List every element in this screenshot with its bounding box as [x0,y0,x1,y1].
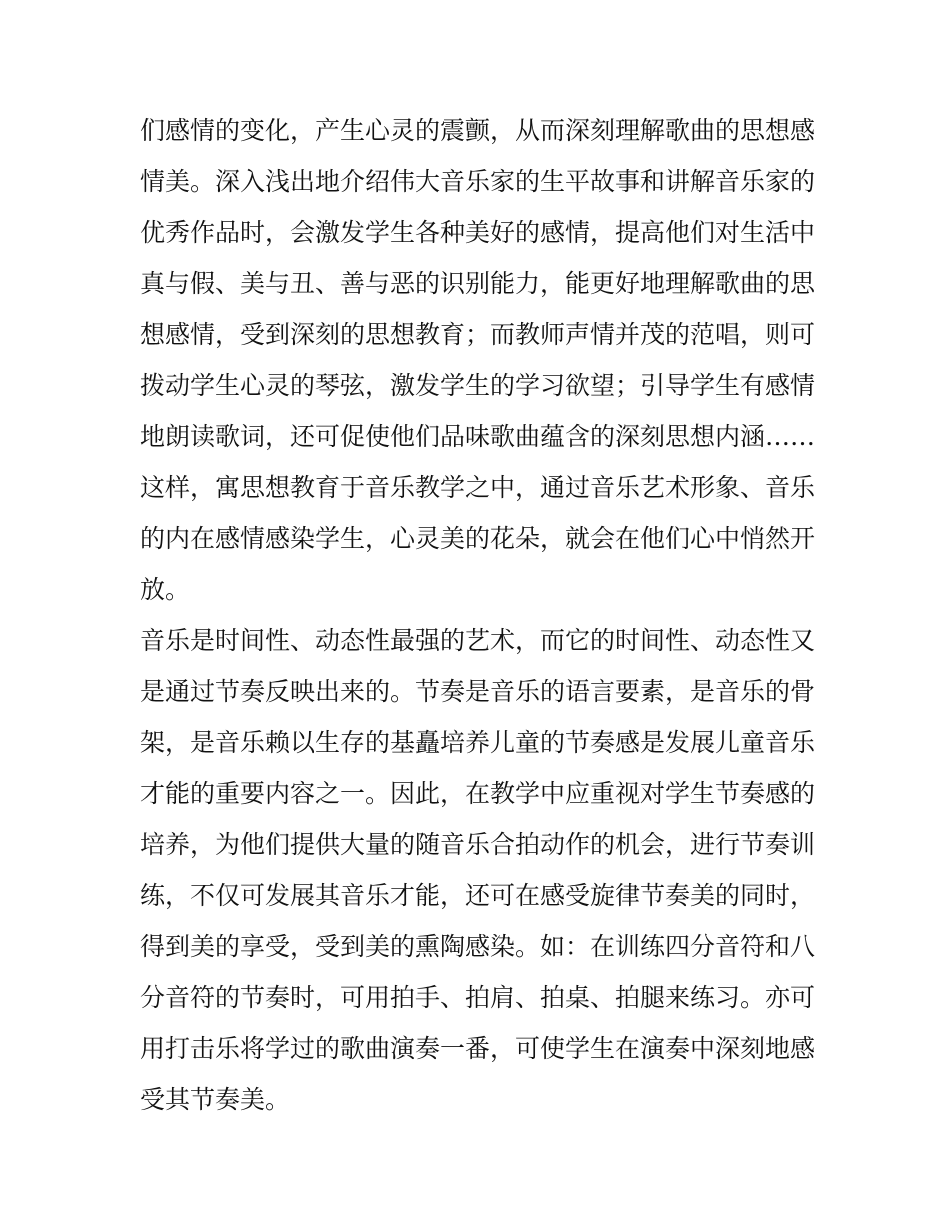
text-line: 们感情的变化，产生心灵的震颤，从而深刻理解歌曲的思想感 [140,116,816,145]
text-line: 放。 [140,575,191,604]
text-line: 是通过节奏反映出来的。节奏是音乐的语言要素，是音乐的骨 [140,677,816,706]
text-line: 情美。深入浅出地介绍伟大音乐家的生平故事和讲解音乐家的 [140,167,816,196]
text-line: 地朗读歌词，还可促使他们品味歌曲蕴含的深刻思想内涵…… [140,422,816,451]
text-line: 拨动学生心灵的琴弦，激发学生的学习欲望；引导学生有感情 [140,371,816,400]
text-line: 真与假、美与丑、善与恶的识别能力，能更好地理解歌曲的思 [140,269,816,298]
text-line: 培养，为他们提供大量的随音乐合拍动作的机会，进行节奏训 [140,830,816,859]
text-line: 音乐是时间性、动态性最强的艺术，而它的时间性、动态性又 [140,626,816,655]
text-line: 架，是音乐赖以生存的基矗培养儿童的节奏感是发展儿童音乐 [140,728,816,757]
text-line: 想感情，受到深刻的思想教育；而教师声情并茂的范唱，则可 [140,320,816,349]
text-line: 分音符的节奏时，可用拍手、拍肩、拍桌、拍腿来练习。亦可 [140,983,816,1012]
document-body [140,105,815,1125]
text-line: 的内在感情感染学生，心灵美的花朵，就会在他们心中悄然开 [140,524,816,553]
text-line: 才能的重要内容之一。因此，在教学中应重视对学生节奏感的 [140,779,816,808]
text-line: 受其节奏美。 [140,1085,291,1114]
paragraph-1 [140,105,815,615]
paragraph-2 [140,615,815,1125]
text-line: 练，不仅可发展其音乐才能，还可在感受旋律节奏美的同时， [140,881,816,910]
text-line: 优秀作品时，会激发学生各种美好的感情，提高他们对生活中 [140,218,816,247]
text-line: 用打击乐将学过的歌曲演奏一番，可使学生在演奏中深刻地感 [140,1034,816,1063]
text-line: 这样，寓思想教育于音乐教学之中，通过音乐艺术形象、音乐 [140,473,816,502]
text-line: 得到美的享受，受到美的熏陶感染。如：在训练四分音符和八 [140,932,816,961]
